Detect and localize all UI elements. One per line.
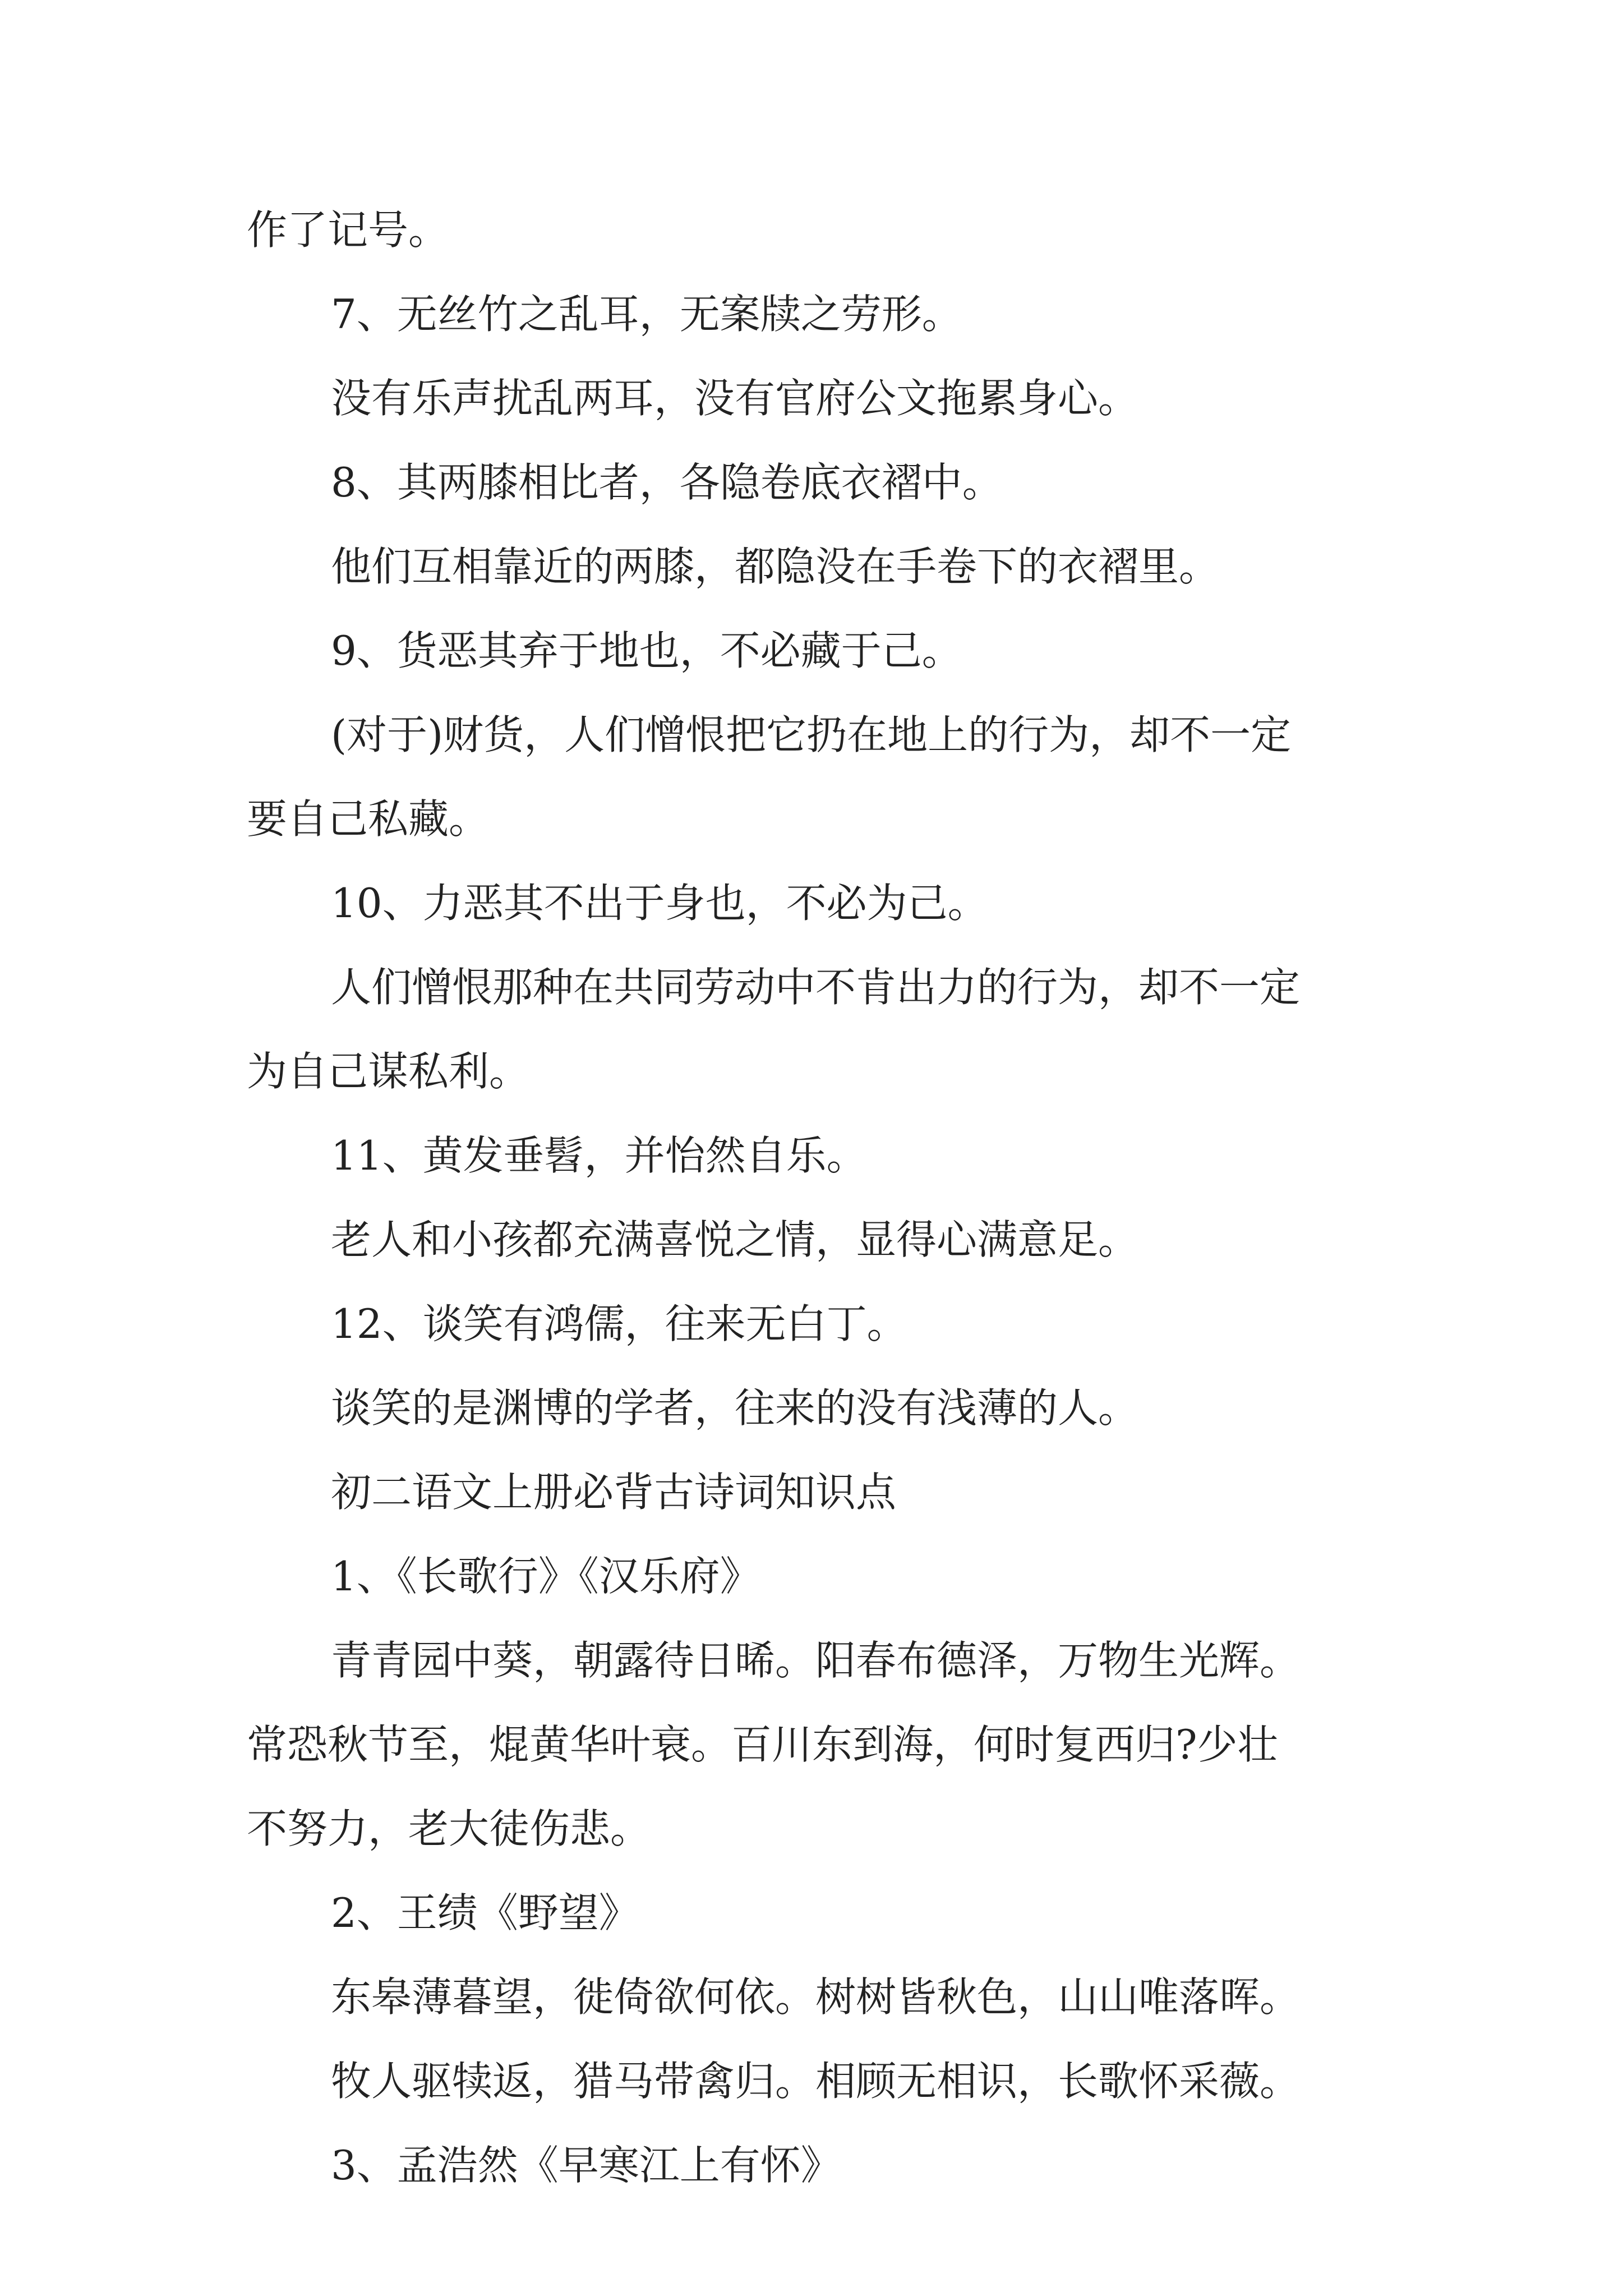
line-text: 要自己私藏。 — [247, 795, 490, 843]
text-line — [247, 1787, 1391, 1871]
line-text: 12、谈笑有鸿儒，往来无白丁。 — [331, 1300, 907, 1347]
line-text: 作了记号。 — [247, 206, 449, 254]
text-line — [247, 1029, 1391, 1114]
line-text: 2、王绩《野望》 — [331, 1889, 639, 1936]
line-text: 10、力恶其不出于身也，不必为己。 — [331, 880, 988, 927]
line-text: (对于)财货，人们憎恨把它扔在地上的行为，却不一定 — [331, 711, 1292, 758]
line-text: 常恐秋节至，焜黄华叶衰。百川东到海，何时复西归?少壮 — [247, 1721, 1278, 1768]
poem-title — [247, 1871, 1391, 1955]
text-line — [247, 1366, 1391, 1450]
line-text: 人们憎恨那种在共同劳动中不肯出力的行为，却不一定 — [331, 964, 1301, 1011]
text-line — [247, 188, 1391, 272]
text-line — [247, 272, 1391, 356]
line-text: 3、孟浩然《早寒江上有怀》 — [331, 2142, 841, 2189]
line-text: 11、黄发垂髫，并怡然自乐。 — [331, 1132, 867, 1179]
line-text: 青青园中葵，朝露待日晞。阳春布德泽，万物生光辉。 — [331, 1637, 1301, 1684]
line-text: 谈笑的是渊博的学者，往来的没有浅薄的人。 — [331, 1384, 1139, 1432]
text-line — [247, 2039, 1391, 2123]
poem-title — [247, 2123, 1391, 2207]
line-text: 牧人驱犊返，猎马带禽归。相顾无相识，长歌怀采薇。 — [331, 2058, 1301, 2105]
line-text: 7、无丝竹之乱耳，无案牍之劳形。 — [331, 291, 962, 338]
text-line — [247, 693, 1391, 777]
text-line — [247, 356, 1391, 440]
text-line — [247, 1282, 1391, 1366]
text-line — [247, 945, 1391, 1029]
line-text: 东皋薄暮望，徙倚欲何依。树树皆秋色，山山唯落晖。 — [331, 1973, 1301, 2021]
text-line — [247, 524, 1391, 609]
body-text — [247, 188, 1391, 2207]
section-heading — [247, 1450, 1391, 1534]
line-text: 不努力，老大徒伤悲。 — [247, 1805, 651, 1852]
text-line — [247, 1703, 1391, 1787]
line-text: 为自己谋私利。 — [247, 1048, 530, 1095]
text-line — [247, 1198, 1391, 1282]
line-text: 没有乐声扰乱两耳，没有官府公文拖累身心。 — [331, 375, 1139, 422]
text-line — [247, 1955, 1391, 2039]
line-text: 他们互相靠近的两膝，都隐没在手卷下的衣褶里。 — [331, 543, 1220, 590]
text-line — [247, 1114, 1391, 1198]
text-line — [247, 440, 1391, 524]
line-text: 8、其两膝相比者，各隐卷底衣褶中。 — [331, 459, 1003, 506]
text-line — [247, 1618, 1391, 1703]
line-text: 老人和小孩都充满喜悦之情，显得心满意足。 — [331, 1216, 1139, 1263]
text-line — [247, 861, 1391, 945]
line-text: 1、《长歌行》《汉乐府》 — [331, 1553, 760, 1600]
line-text: 初二语文上册必背古诗词知识点 — [331, 1469, 897, 1516]
poem-title — [247, 1534, 1391, 1618]
line-text: 9、货恶其弃于地也，不必藏于己。 — [331, 627, 962, 674]
text-line — [247, 609, 1391, 693]
text-line — [247, 777, 1391, 861]
